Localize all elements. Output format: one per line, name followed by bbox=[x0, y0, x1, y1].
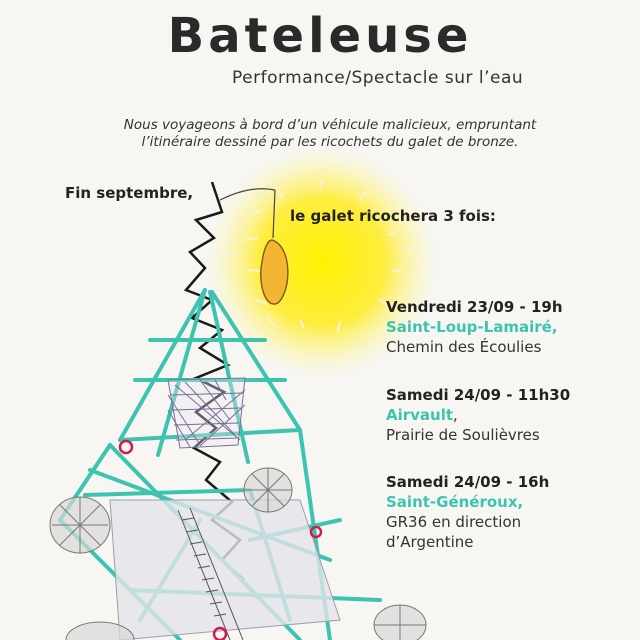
event-place-line bbox=[386, 405, 570, 425]
event-2 bbox=[386, 385, 570, 445]
lead-line-2: le galet ricochera 3 fois: bbox=[290, 207, 496, 225]
wheel-right bbox=[244, 468, 292, 512]
event-detail-2: d’Argentine bbox=[386, 533, 474, 551]
net-basket bbox=[168, 378, 245, 448]
title: Bateleuse bbox=[167, 8, 473, 64]
wheel-left bbox=[50, 497, 110, 553]
event-date: Samedi 24/09 - 11h30 bbox=[386, 386, 571, 404]
event-1 bbox=[386, 297, 563, 357]
event-date: Vendredi 23/09 - 19h bbox=[386, 298, 563, 316]
event-place: Airvault bbox=[386, 406, 454, 424]
event-place-suffix: , bbox=[453, 406, 458, 424]
event-place: Saint-Généroux, bbox=[386, 493, 524, 511]
event-3 bbox=[386, 472, 549, 552]
wheel-bottom-right bbox=[374, 605, 426, 640]
event-detail: Prairie de Soulièvres bbox=[386, 426, 540, 444]
event-place: Saint-Loup-Lamairé, bbox=[386, 318, 558, 336]
intro-line-2: l’itinéraire dessiné par les ricochets du galet de bronze. bbox=[141, 134, 519, 150]
event-detail: GR36 en direction bbox=[386, 513, 522, 531]
event-detail: Chemin des Écoulies bbox=[386, 338, 542, 356]
intro-text bbox=[60, 117, 600, 151]
lead-line-1: Fin septembre, bbox=[65, 184, 194, 202]
intro-line-1: Nous voyageons à bord d’un véhicule malicieux, empruntant bbox=[123, 117, 537, 133]
event-date: Samedi 24/09 - 16h bbox=[386, 473, 550, 491]
subtitle: Performance/Spectacle sur l’eau bbox=[232, 68, 524, 88]
platform-floor bbox=[110, 500, 340, 640]
